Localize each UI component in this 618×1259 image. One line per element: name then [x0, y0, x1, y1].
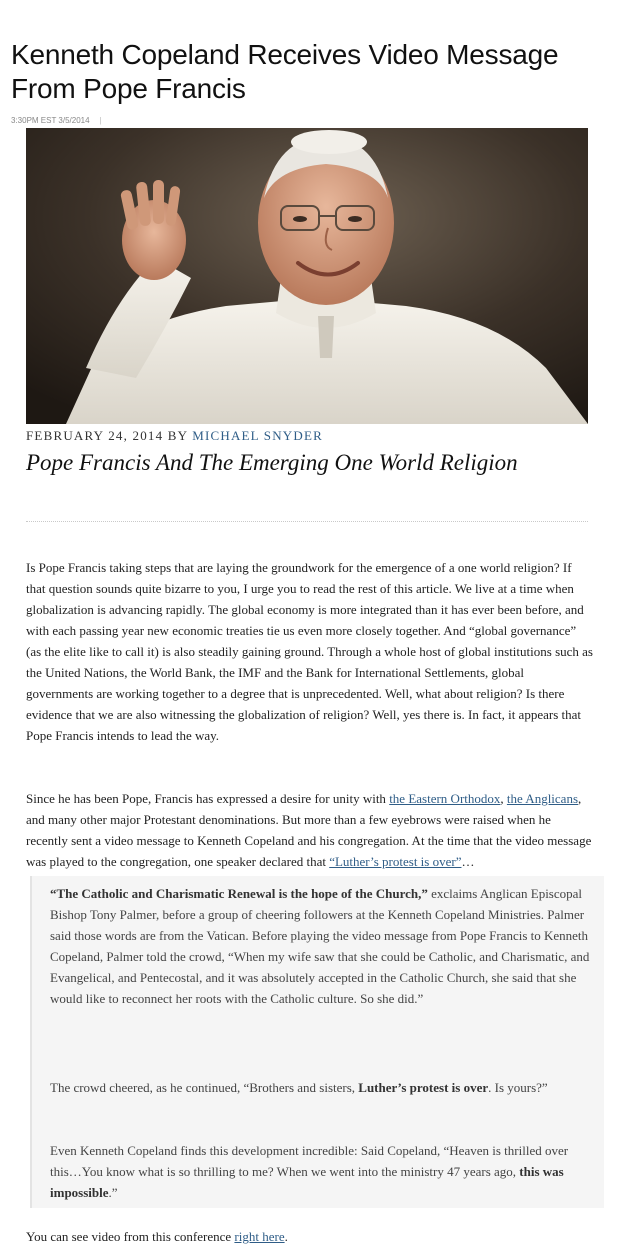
paragraph-intro: Is Pope Francis taking steps that are laying the groundwork for the emergence of a one world religion? If that question sounds quite bizarre to you, I urge you to read the rest of this article. We live at a time when globalization is advancing rapidly. The global economy is more integrated than it has ever been before, and with each passing year new economic treaties tie us even more closely together. And “global governance” (as the elite like to call it) is also steadily gaining ground. Through a whole host of global institutions such as the United Nations, the World Bank, the IMF and the Bank for International Settlements, global governments are working together to a degree that is unprecedented. Well, what about religion? Is there evidence that we are also witnessing the globalization of religion? Well, yes there is. In fact, it appears that Pope Francis intends to lead the way.: [26, 560, 593, 743]
quote-text-3a: Even Kenneth Copeland finds this development incredible: Said Copeland, “Heaven is thrilled over this…You know what is so thrilling to me? When we went into the ministry 47 years ago,: [50, 1143, 569, 1179]
quote-text-2b: . Is yours?”: [488, 1080, 548, 1095]
link-luthers-protest[interactable]: “Luther’s protest is over”: [329, 854, 462, 869]
quote-bold-impossible: this was impossible: [50, 1164, 564, 1200]
timestamp: 3:30PM EST 3/5/2014: [11, 116, 90, 125]
article-date: FEBRUARY 24, 2014: [26, 428, 164, 443]
post-meta: [11, 116, 102, 125]
quote-bold-hope: “The Catholic and Charismatic Renewal is the hope of the Church,”: [50, 886, 428, 901]
pope-photo: [26, 128, 588, 424]
p2-text-a: Since he has been Pope, Francis has expressed a desire for unity with: [26, 791, 390, 806]
paragraph-video: [26, 1226, 594, 1247]
quote-text-3b: .”: [108, 1185, 118, 1200]
article-byline: [26, 428, 323, 444]
link-eastern-orthodox[interactable]: the Eastern Orthodox: [389, 791, 501, 806]
link-anglicans[interactable]: the Anglicans: [506, 791, 579, 806]
blockquote: [30, 876, 604, 1208]
page-headline: Kenneth Copeland Receives Video Message From Pope Francis: [11, 39, 559, 104]
paragraph-unity: [26, 788, 594, 872]
link-right-here[interactable]: right here: [234, 1229, 285, 1244]
final-text-a: You can see video from this conference: [26, 1229, 235, 1244]
quote-paragraph-1: [50, 883, 590, 1009]
p2-text-b: ,: [500, 791, 507, 806]
final-text-b: .: [284, 1229, 288, 1244]
p2-text-c: , and many other major Protestant denominations. But more than a few eyebrows were raised when he recently sent a video message to Kenneth Copeland and his congregation. At the time that the video message was played to the congregation, one speaker declared that: [26, 791, 592, 869]
quote-bold-luther: Luther’s protest is over: [358, 1080, 489, 1095]
quote-paragraph-2: [50, 1077, 590, 1098]
p2-text-d: …: [461, 854, 475, 869]
byline-by: BY: [167, 428, 188, 443]
meta-separator: |: [99, 116, 102, 125]
quote-paragraph-3: [50, 1140, 590, 1203]
author-link[interactable]: MICHAEL SNYDER: [192, 428, 323, 443]
article-title: Pope Francis And The Emerging One World Religion: [26, 450, 518, 475]
title-divider: [26, 521, 588, 522]
quote-text-1: exclaims Anglican Episcopal Bishop Tony Palmer, before a group of cheering followers at the Kenneth Copeland Ministries. Palmer said those words are from the Vatican. Before playing the video message from Pope Francis to Kenneth Copeland, Palmer told the crowd, “When my wife saw that she could be Catholic, and Charismatic, and Evangelical, and Pentecostal, and it was absolutely accepted in the Catholic Church, she said that she would like to reconnect her roots with the Catholic culture. So she did.”: [50, 886, 590, 1006]
quote-text-2a: The crowd cheered, as he continued, “Brothers and sisters,: [50, 1080, 359, 1095]
